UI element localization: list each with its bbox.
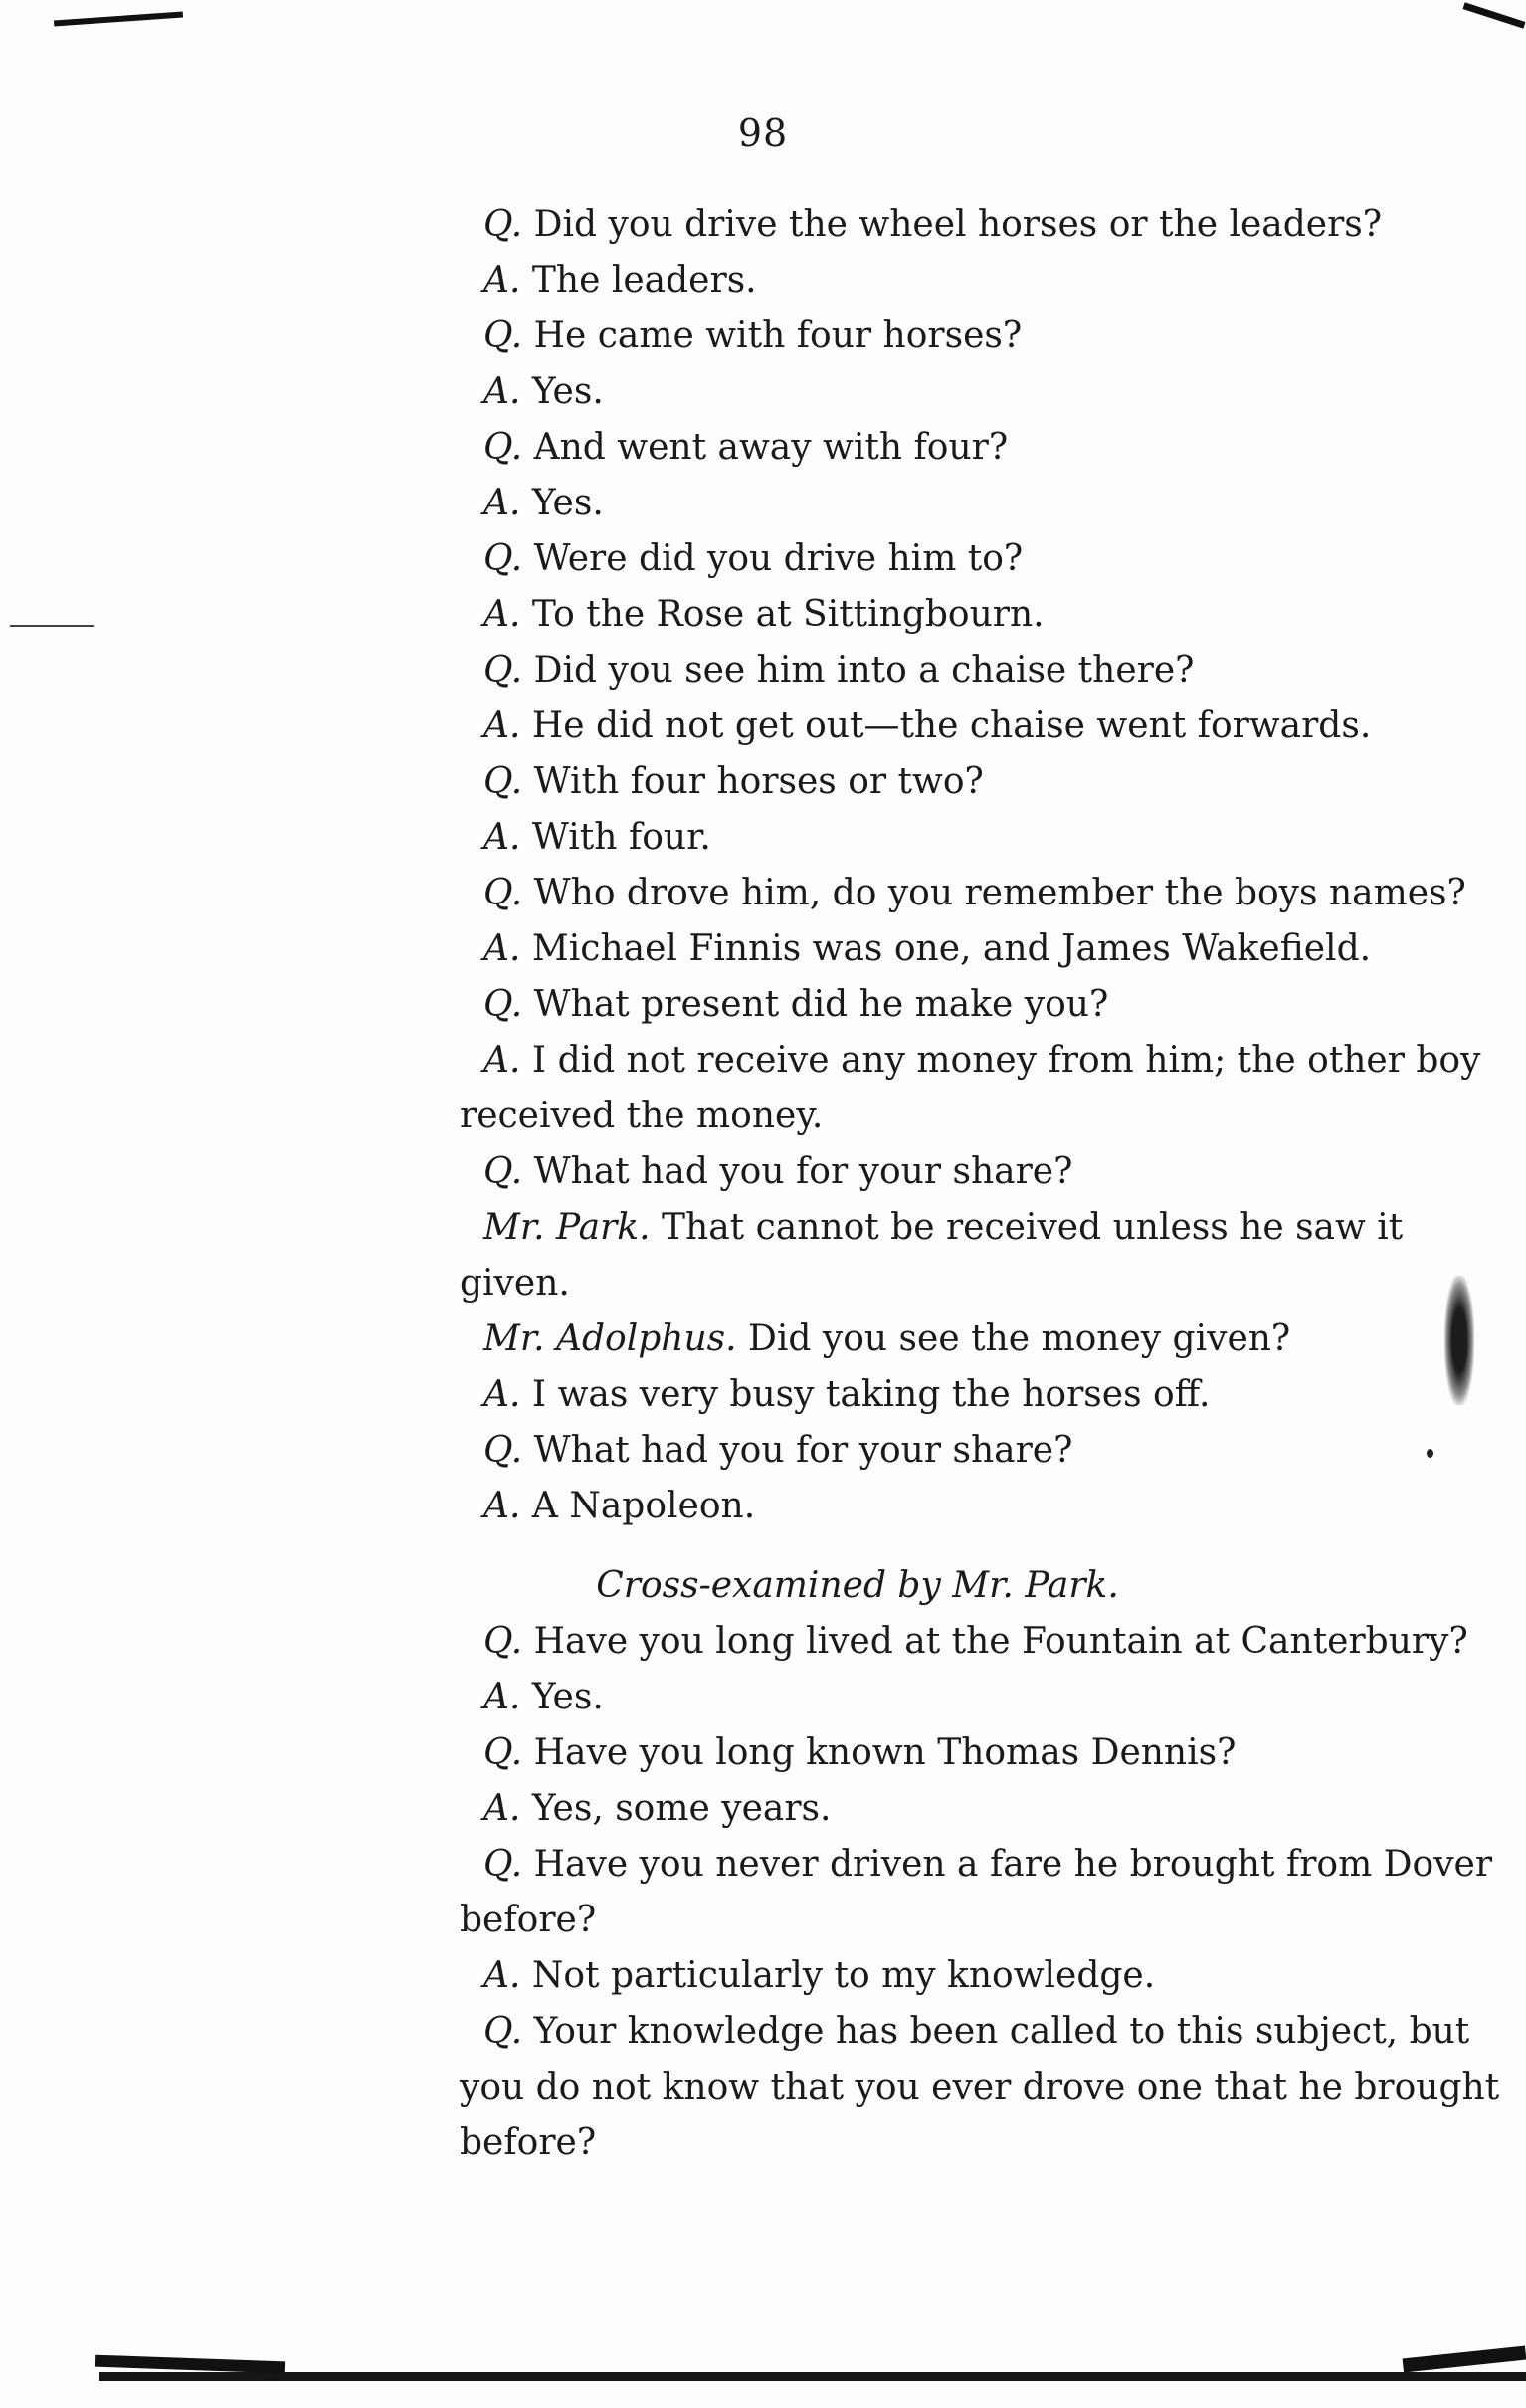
testimony-line (460, 1837, 1514, 1893)
line-label: A. (483, 483, 521, 523)
line-text: He did not get out—the chaise went forwards. (531, 705, 1372, 746)
line-label: A. (483, 1955, 521, 1996)
testimony-line (460, 1367, 1514, 1423)
line-text: Your knowledge has been called to this subject, but (533, 2011, 1470, 2052)
testimony-line (460, 1725, 1514, 1781)
testimony-line (460, 921, 1514, 977)
testimony-line (460, 1200, 1514, 1256)
line-text: Have you never driven a fare he brought from Dover (533, 1844, 1493, 1885)
testimony-line (460, 197, 1514, 253)
line-text: I was very busy taking the horses off. (531, 1374, 1211, 1415)
line-label: Q. (483, 1151, 523, 1192)
testimony-line (460, 531, 1514, 587)
line-text: before? (460, 1900, 597, 1940)
line-text: To the Rose at Sittingbourn. (531, 594, 1045, 635)
testimony-line (460, 587, 1514, 643)
testimony-line (460, 643, 1514, 699)
line-label: Q. (483, 1844, 523, 1885)
speaker-label: Mr. Park. (483, 1207, 651, 1248)
line-label: Q. (483, 2011, 523, 2052)
line-label: Q. (483, 1430, 523, 1471)
line-text: What had you for your share? (533, 1430, 1073, 1471)
line-text: Who drove him, do you remember the boys names? (533, 873, 1466, 913)
line-text: before? (460, 2122, 597, 2163)
line-label: Q. (483, 1732, 523, 1773)
line-label: Q. (483, 984, 523, 1025)
line-text: What present did he make you? (533, 984, 1109, 1025)
testimony-line (460, 1423, 1514, 1479)
line-label: Q. (483, 873, 523, 913)
testimony-line (460, 866, 1514, 921)
testimony-line (460, 1781, 1514, 1837)
testimony-line (460, 754, 1514, 810)
testimony-line (460, 420, 1514, 476)
line-text: Yes, some years. (531, 1788, 832, 1829)
testimony-line (460, 1479, 1514, 1534)
line-label: A. (483, 594, 521, 635)
line-label: A. (483, 260, 521, 301)
line-label: Q. (483, 1621, 523, 1662)
testimony-line (460, 476, 1514, 531)
line-text: What had you for your share? (533, 1151, 1073, 1192)
line-text: received the money. (460, 1096, 824, 1136)
line-text: Did you drive the wheel horses or the leaders? (533, 204, 1383, 245)
testimony-line (460, 810, 1514, 866)
line-text: Not particularly to my knowledge. (531, 1955, 1156, 1996)
testimony-line (460, 1033, 1514, 1089)
line-label: A. (483, 1677, 521, 1717)
testimony-line (460, 1089, 1514, 1144)
line-text: That cannot be received unless he saw it (662, 1207, 1404, 1248)
line-text: A Napoleon. (531, 1486, 756, 1526)
corner-mark-top-right (1462, 2, 1525, 28)
line-label: A. (483, 928, 521, 969)
margin-rule (10, 625, 94, 627)
line-label: Q. (483, 315, 523, 356)
line-text: Were did you drive him to? (533, 538, 1024, 579)
testimony-line (460, 1614, 1514, 1670)
section-heading: Cross-examined by Mr. Park. (596, 1565, 1119, 1606)
line-text: He came with four horses? (533, 315, 1023, 356)
line-text: And went away with four? (533, 427, 1009, 468)
line-text: I did not receive any money from him; the other boy (531, 1040, 1481, 1081)
line-text: With four. (531, 817, 711, 858)
testimony-line (460, 1256, 1514, 1311)
line-text: Have you long lived at the Fountain at Canterbury? (533, 1621, 1468, 1662)
testimony-line (460, 1311, 1514, 1367)
bottom-rule (99, 2372, 1526, 2381)
line-label: Q. (483, 204, 523, 245)
line-text: Yes. (531, 483, 604, 523)
testimony-line (460, 2004, 1514, 2060)
line-text: With four horses or two? (533, 761, 984, 802)
line-label: A. (483, 705, 521, 746)
line-text: Have you long known Thomas Dennis? (533, 1732, 1237, 1773)
testimony-text (460, 197, 1514, 2171)
testimony-line (460, 1670, 1514, 1725)
testimony-line (460, 2115, 1514, 2171)
line-text: Yes. (531, 1677, 604, 1717)
testimony-line (460, 1144, 1514, 1200)
testimony-line (460, 699, 1514, 754)
line-label: A. (483, 1788, 521, 1829)
line-label: Q. (483, 761, 523, 802)
testimony-line (460, 1948, 1514, 2004)
page-number: 98 (737, 111, 789, 155)
line-label: A. (483, 1486, 521, 1526)
line-label: A. (483, 817, 521, 858)
line-text: Did you see the money given? (748, 1318, 1291, 1359)
testimony-line (460, 977, 1514, 1033)
line-label: A. (483, 371, 521, 412)
testimony-line (460, 364, 1514, 420)
testimony-line (460, 1893, 1514, 1948)
line-label: Q. (483, 427, 523, 468)
corner-mark-top-left (54, 11, 183, 26)
line-text: you do not know that you ever drove one that he brought (460, 2067, 1500, 2107)
testimony-line (460, 308, 1514, 364)
line-label: Q. (483, 538, 523, 579)
line-text: Did you see him into a chaise there? (533, 650, 1195, 691)
line-text: given. (460, 1263, 570, 1304)
testimony-line (460, 253, 1514, 308)
line-text: The leaders. (531, 260, 757, 301)
line-text: Michael Finnis was one, and James Wakefield. (531, 928, 1372, 969)
line-label: A. (483, 1040, 521, 1081)
testimony-line (460, 2060, 1514, 2115)
bottom-rule-left-tail (95, 2355, 285, 2374)
line-label: A. (483, 1374, 521, 1415)
speaker-label: Mr. Adolphus. (483, 1318, 737, 1359)
bottom-rule-right-tail (1403, 2346, 1526, 2373)
line-text: Yes. (531, 371, 604, 412)
line-label: Q. (483, 650, 523, 691)
